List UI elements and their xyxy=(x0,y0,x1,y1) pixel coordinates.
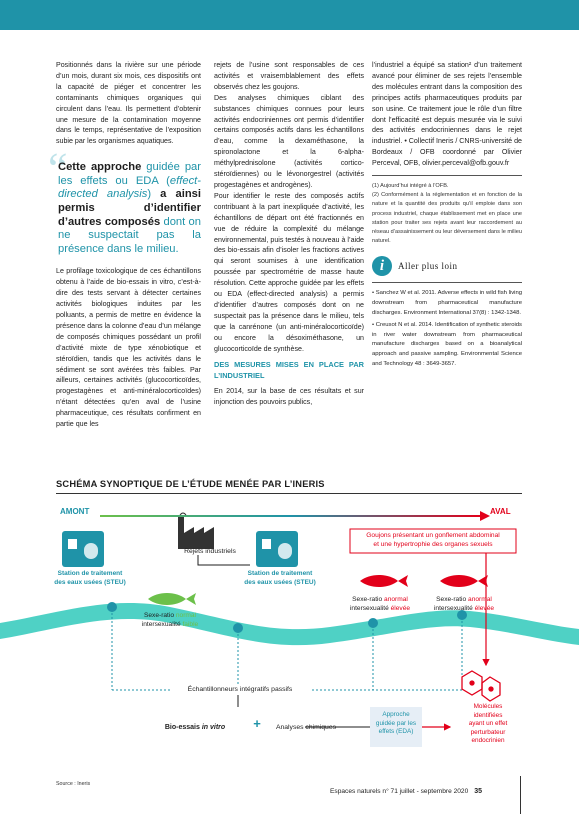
footer-rule xyxy=(520,776,521,814)
quote-part-4: ) xyxy=(147,188,161,201)
eda-line-1: Approche xyxy=(382,711,410,718)
sexratio-downstream-2 xyxy=(424,596,504,613)
plus-icon: + xyxy=(253,716,261,731)
steu-2-label xyxy=(240,570,320,587)
bioessais-text: Bio-essais xyxy=(164,724,202,731)
aller-plus-loin-header xyxy=(372,256,522,276)
flow-arrow xyxy=(100,511,490,521)
molecules-line-2: identifiées xyxy=(473,711,503,719)
molecules-line-5: endocrinien xyxy=(471,737,505,745)
steu-1-line-1: Station de traitement xyxy=(57,570,123,577)
intersex-elevee: élevée xyxy=(474,604,495,612)
col2-paragraph-1: rejets de l’usine sont responsables de ces activités et vraisemblablement des effets observés chez les goujons. xyxy=(214,61,364,91)
wastewater-station-icon xyxy=(256,531,298,567)
bioessais-invitro: in vitro xyxy=(201,724,226,731)
sexratio-normal: normal xyxy=(175,612,197,619)
schema-title: SCHÉMA SYNOPTIQUE DE L’ÉTUDE MENÉE PAR L’INERIS xyxy=(56,479,325,489)
molecules-label xyxy=(448,703,528,746)
references xyxy=(372,289,522,369)
info-icon: i xyxy=(372,256,392,276)
bioessais-label xyxy=(160,724,230,733)
intersex-faible: faible xyxy=(182,620,199,628)
column-1 xyxy=(48,60,202,430)
intersex-text: intersexualité xyxy=(433,604,475,612)
footnote-2: (2) Conformément à la réglementation et en fonction de la nature et la quantité des produits qu’il emploie dans son process industriel, chaque établissement met en place une station pour traiter ses rejets avant leur raccordement au réseau d’assainissement ou leur déversement dans le milieu naturel. xyxy=(372,192,522,245)
eda-label xyxy=(370,711,422,737)
col1-paragraph-1: Positionnés dans la rivière sur une période d’un mois, durant six mois, ces dispositifs ont la capacité de piéger et concentrer les contaminants chimiques organiques qui circulent dans l’eau. Ils permettent d’obtenir une mesure de la contamination moyenne dans le temps, représentative de l’exposition subie par les organismes aquatiques. xyxy=(56,61,201,146)
section-heading: DES MESURES MISES EN PLACE PAR L’INDUSTRIEL xyxy=(214,360,364,381)
wastewater-station-icon xyxy=(62,531,104,567)
footer-text: Espaces naturels n° 71 juillet - septembre 2020 xyxy=(330,788,469,795)
eda-line-2: guidée par les xyxy=(375,719,417,727)
steu-1-label xyxy=(50,570,130,587)
goujons-label xyxy=(350,532,516,549)
red-fish-icon xyxy=(440,575,488,587)
column-2 xyxy=(214,60,364,408)
sexratio-downstream-1 xyxy=(340,596,420,613)
eda-line-3: effets (EDA) xyxy=(378,728,414,736)
green-fish-icon xyxy=(148,593,196,605)
pull-quote xyxy=(48,144,202,256)
schema-title-rule xyxy=(56,493,522,494)
quote-part-5: a ainsi permis d’identifier d’autres composés xyxy=(58,188,201,228)
column-3 xyxy=(372,60,522,369)
divider xyxy=(372,175,522,176)
rejets-label: Rejets industriels xyxy=(184,548,236,555)
molecules-line-4: perturbateur xyxy=(470,728,506,736)
footnote-1: (1) Aujourd’hui intégré à l’OFB. xyxy=(372,183,449,190)
intersex-elevee: élevée xyxy=(390,604,411,612)
analyses-label: Analyses chimiques xyxy=(275,724,337,731)
pull-quote-text xyxy=(58,161,201,256)
goujons-line-1: Goujons présentant un gonflement abdominal xyxy=(366,532,500,539)
red-fish-icon xyxy=(360,575,408,587)
echantillonneurs-label: Échantillonneurs intégratifs passifs xyxy=(170,686,310,695)
molecules-line-3: ayant un effet xyxy=(468,720,508,728)
quote-part-1: Cette approche xyxy=(58,161,147,174)
col2-paragraph-2: Des analyses chimiques ciblant des substances chimiques connues pour leurs activités endocriniennes ont permis d’identifier certains composés actifs dans les échantillons d’eau, comme la dexaméthasone, la spironolactone et la 6-alpha-méthylprednisolone (activités cortico-stéroïdiennes) ou le lévonorgestrel (activités progestagènes et androgènes). xyxy=(214,93,364,189)
quote-part-6: dont on ne suspectait pas la présence dans le milieu. xyxy=(58,215,202,255)
aller-plus-loin-title: Aller plus loin xyxy=(398,261,458,272)
sexratio-upstream xyxy=(130,612,210,629)
aval-label: AVAL xyxy=(490,507,511,516)
reference-1: • Sanchez W et al. 2011. Adverse effects in wild fish living downstream from pharmaceutical manufacture discharges. Environment International 37(8) : 1342-1348. xyxy=(372,290,522,316)
page-number: 35 xyxy=(474,788,483,795)
source-credit: Source : Ineris xyxy=(56,781,91,787)
sexratio-anormal: anormal xyxy=(468,596,492,603)
molecule-icon xyxy=(462,671,500,701)
amont-label: AMONT xyxy=(60,507,90,516)
steu-2-line-2: des eaux usées (STEU) xyxy=(244,578,316,586)
sexratio-anormal: anormal xyxy=(384,596,408,603)
col2-paragraph-3: Pour identifier le reste des composés actifs contribuant à la part inexpliquée d’activité, les échantillons de départ ont été fractionnés en vue de réduire la complexité du mélange environnemental, puis testés à nouveau à l’aide des bio-essais afin d’isoler les fractions actives qui seront soumises à une identification poussée par spectrométrie de masse haute résolution. Cette approche guidée par les effets ou EDA (effect-directed analysis) a permis d’identifier d’autres composés dont on ne suspectait pas la présence dans le milieu, tels que la canrénone (un anti-minéralocorticoïde) ou encore la désoximéthasone, un glucocorticoïde de synthèse. xyxy=(214,191,364,353)
col1-paragraph-2: Le profilage toxicologique de ces échantillons obtenu à l’aide de bio-essais in vitro, c’est-à-dire des tests servant à détecter certaines activités biologiques induites par les polluants, a permis de mettre en évidence la présence dans la colonne d’eau d’un mélange de composés chimiques possédant un profil d’activité mixte de type xénobiotique et stéroïdien, tandis que les activités dans le sédiment se sont avérées très faibles. Par ailleurs, certaines activités (glucocorticoïdes, progestagènes et anti-minéralocorticoïdes) n’étant détectées qu’en aval de l’usine pharmaceutique, ces résultats confirment en partie que les xyxy=(56,267,201,429)
sexratio-text: Sexe-ratio xyxy=(143,612,176,619)
col3-paragraph-1: l’industriel a équipé sa station² d’un traitement avancé pour éliminer de ses rejets l’ensemble des molécules entrant dans la composition des principes actifs pharmaceutiques produits par son usine. Ce traitement joue le rôle d’un filtre dont l’efficacité est depuis mesurée via le suivi des activités endocriniennes dans le rejet industriel. • Collectif Ineris / CNRS-université de Bordeaux / OFB coordonné par Olivier Perceval, OFB, olivier.perceval@ofb.gouv.fr xyxy=(372,61,522,168)
quote-part-3: effect-directed analysis xyxy=(58,174,201,201)
factory-icon xyxy=(178,513,214,549)
top-color-bar xyxy=(0,0,579,30)
goujons-line-2: et une hypertrophie des organes sexuels xyxy=(373,540,493,548)
quote-mark-icon: “ xyxy=(48,144,68,194)
molecules-line-1: Molécules xyxy=(473,703,503,710)
sexratio-text: Sexe-ratio xyxy=(352,596,385,603)
divider xyxy=(372,282,522,283)
steu-1-line-2: des eaux usées (STEU) xyxy=(54,578,126,586)
reference-2: • Creusot N et al. 2014. Identification of synthetic steroids in river water downstream from pharmaceutical manufacture discharges based on a bioanalytical approach and passive sampling. Environmental Science and Technology 48 : 3649-3657. xyxy=(372,322,522,367)
quote-part-2: guidée par les effets ou EDA ( xyxy=(58,161,201,187)
sexratio-text: Sexe-ratio xyxy=(436,596,469,603)
intersex-text: intersexualité xyxy=(141,620,183,628)
steu-2-line-1: Station de traitement xyxy=(247,570,313,577)
page-footer xyxy=(330,788,482,795)
intersex-text: intersexualité xyxy=(349,604,391,612)
col2-paragraph-4: En 2014, sur la base de ces résultats et sur injonction des pouvoirs publics, xyxy=(214,387,364,407)
